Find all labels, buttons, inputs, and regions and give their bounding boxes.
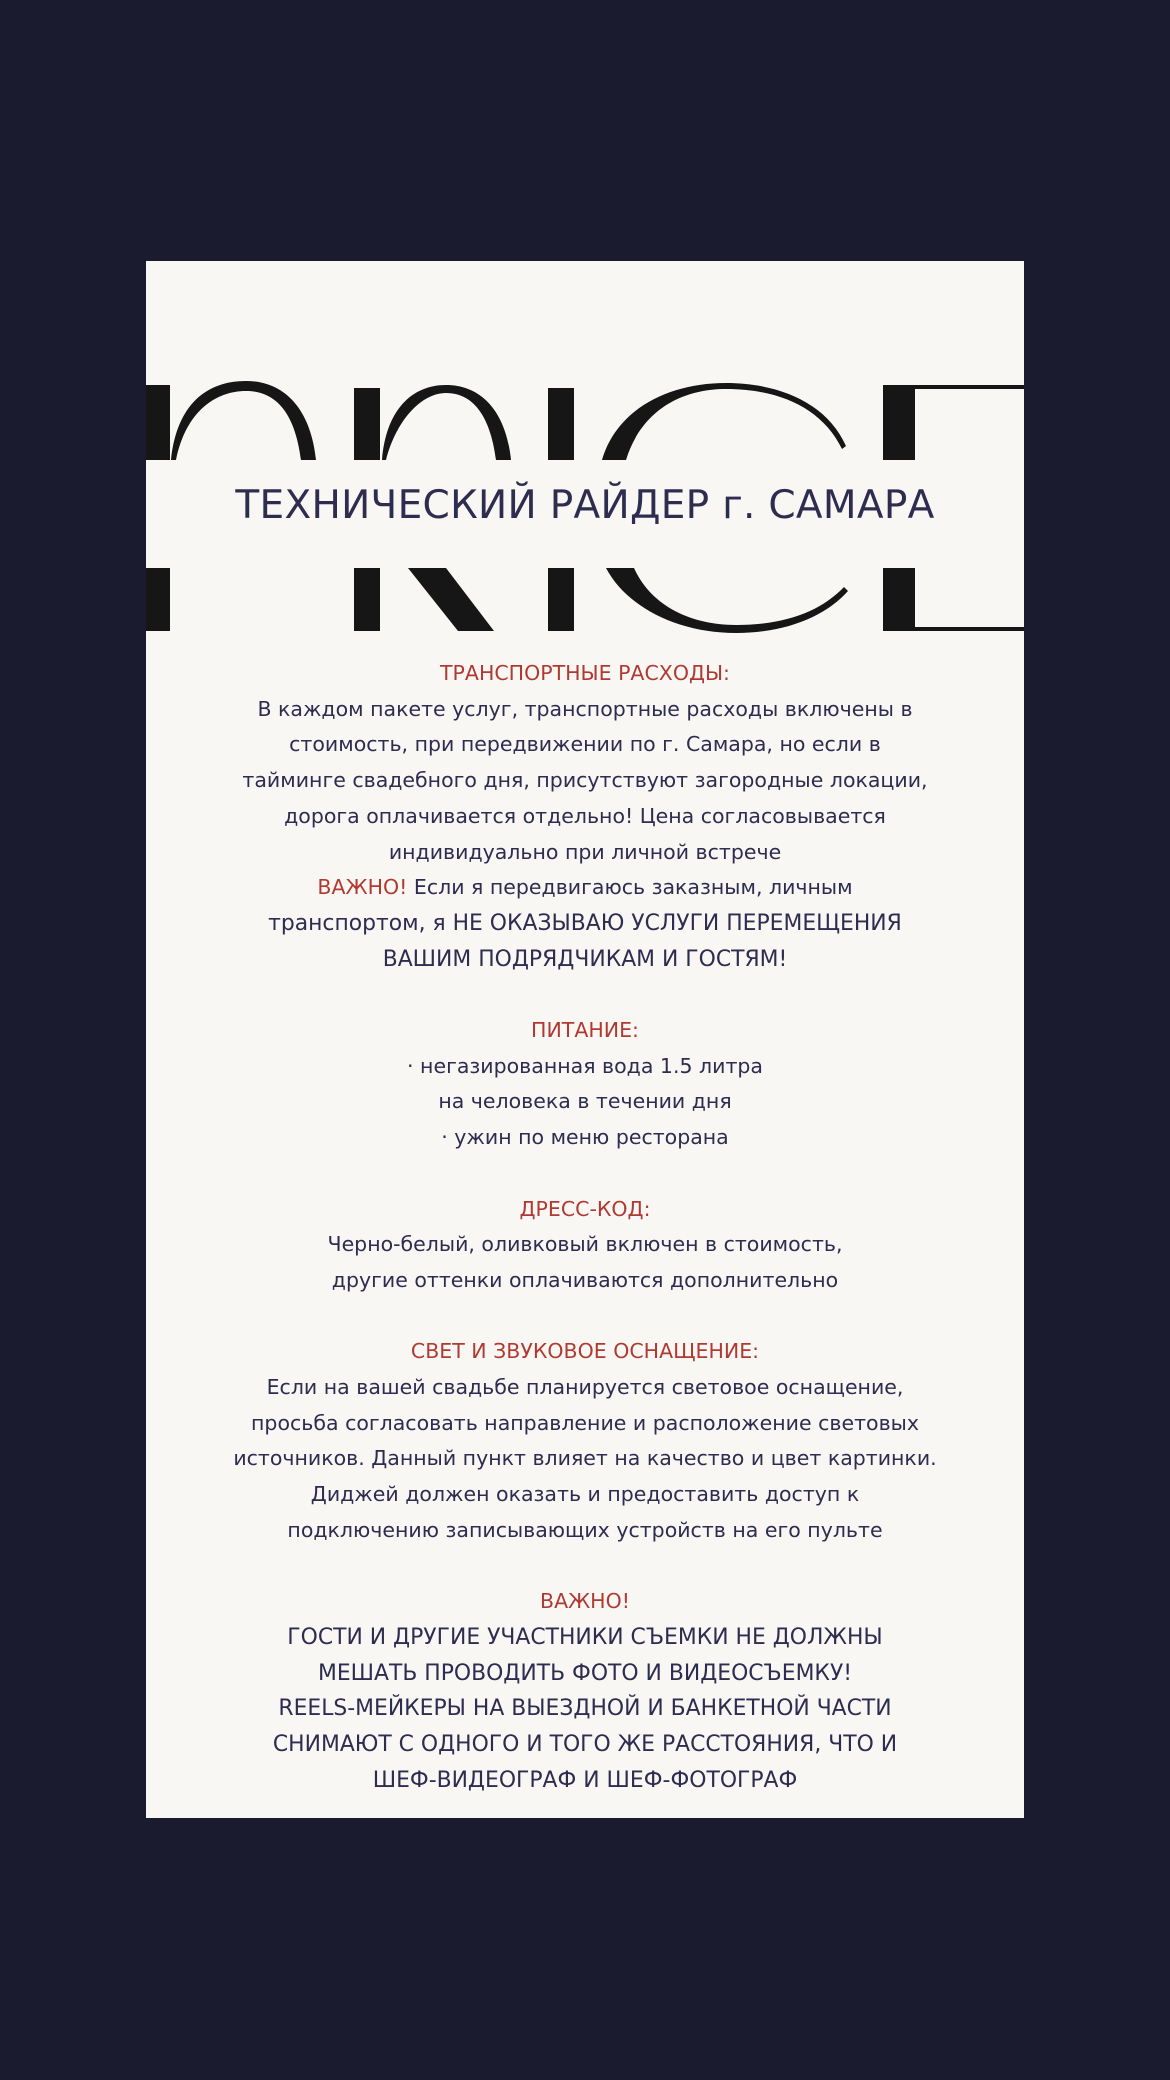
letter-i-top xyxy=(548,388,574,460)
letter-e-arm-bottom xyxy=(915,627,1024,631)
section-light-sound xyxy=(146,1334,1024,1548)
important-heading: ВАЖНО! xyxy=(540,1589,630,1614)
important-line: ГОСТИ И ДРУГИЕ УЧАСТНИКИ СЪЕМКИ НЕ ДОЛЖНЫ xyxy=(287,1624,883,1650)
letter-p-stem-bottom xyxy=(146,568,170,631)
letter-c-bottom xyxy=(606,568,848,633)
transport-important-text: Если я передвигаюсь заказным, личным xyxy=(407,875,853,900)
important-line: СНИМАЮТ С ОДНОГО И ТОГО ЖЕ РАССТОЯНИЯ, ЧТО И xyxy=(272,1732,898,1758)
letter-i-bottom xyxy=(548,568,574,631)
transport-important-line xyxy=(146,870,1024,906)
letter-r-leg xyxy=(408,568,494,631)
dresscode-heading: ДРЕСС-КОД: xyxy=(519,1196,651,1221)
page-title: ТЕХНИЧЕСКИЙ РАЙДЕР г. САМАРА xyxy=(235,483,935,528)
food-heading: ПИТАНИЕ: xyxy=(531,1018,639,1043)
letter-c-top xyxy=(602,383,846,460)
food-line: · ужин по меню ресторана xyxy=(441,1125,729,1150)
transport-line: дорога оплачивается отдельно! Цена согласовывается xyxy=(284,803,886,828)
letter-e-arm-top xyxy=(915,385,1024,389)
transport-line: тайминге свадебного дня, присутствуют загородные локации, xyxy=(242,768,928,793)
light-sound-heading: СВЕТ И ЗВУКОВОЕ ОСНАЩЕНИЕ: xyxy=(410,1339,760,1364)
decorative-price-graphic xyxy=(146,261,1024,661)
section-important xyxy=(146,1584,1024,1798)
rider-content xyxy=(146,656,1024,1818)
transport-line: индивидуально при личной встрече xyxy=(388,839,782,864)
decorative-price-word xyxy=(146,261,1024,661)
important-line: REELS-МЕЙКЕРЫ НА ВЫЕЗДНОЙ И БАНКЕТНОЙ ЧАСТИ xyxy=(278,1696,892,1722)
transport-important-line: ВАШИМ ПОДРЯДЧИКАМ И ГОСТЯМ! xyxy=(382,946,788,972)
section-dresscode xyxy=(146,1192,1024,1299)
transport-line: В каждом пакете услуг, транспортные расходы включены в xyxy=(257,696,913,721)
transport-line: стоимость, при передвижении по г. Самара, но если в xyxy=(289,732,881,757)
rider-card xyxy=(146,261,1024,1818)
transport-important-line: транспортом, я НЕ ОКАЗЫВАЮ УСЛУГИ ПЕРЕМЕЩЕНИЯ xyxy=(268,910,902,936)
light-sound-line: просьба согласовать направление и расположение световых xyxy=(251,1410,919,1435)
food-line: на человека в течении дня xyxy=(438,1089,732,1114)
light-sound-line: подключению записывающих устройств на его пульте xyxy=(287,1517,883,1542)
section-transport xyxy=(146,656,1024,977)
letter-e-stem-top xyxy=(883,385,915,460)
section-food xyxy=(146,1013,1024,1156)
light-sound-line: Если на вашей свадьбе планируется световое оснащение, xyxy=(266,1375,904,1400)
important-line: МЕШАТЬ ПРОВОДИТЬ ФОТО И ВИДЕОСЪЕМКУ! xyxy=(317,1660,853,1686)
letter-r-stem-bottom xyxy=(354,568,380,631)
food-line: · негазированная вода 1.5 литра xyxy=(407,1053,763,1078)
important-line: ШЕФ-ВИДЕОГРАФ И ШЕФ-ФОТОГРАФ xyxy=(372,1767,798,1793)
light-sound-line: источников. Данный пункт влияет на качество и цвет картинки. xyxy=(233,1446,937,1471)
transport-heading: ТРАНСПОРТНЫЕ РАСХОДЫ: xyxy=(440,661,730,685)
dresscode-line: другие оттенки оплачиваются дополнительно xyxy=(331,1267,839,1292)
light-sound-line: Диджей должен оказать и предоставить доступ к xyxy=(310,1482,860,1507)
dresscode-line: Черно-белый, оливковый включен в стоимость, xyxy=(327,1232,843,1257)
letter-r-bowl xyxy=(382,385,511,460)
letter-p-stem-top xyxy=(146,385,170,460)
letter-p-bowl xyxy=(171,381,316,460)
transport-important-label: ВАЖНО! xyxy=(317,875,408,900)
letter-r-stem-top xyxy=(354,388,380,460)
letter-e-stem-bottom xyxy=(883,568,915,631)
